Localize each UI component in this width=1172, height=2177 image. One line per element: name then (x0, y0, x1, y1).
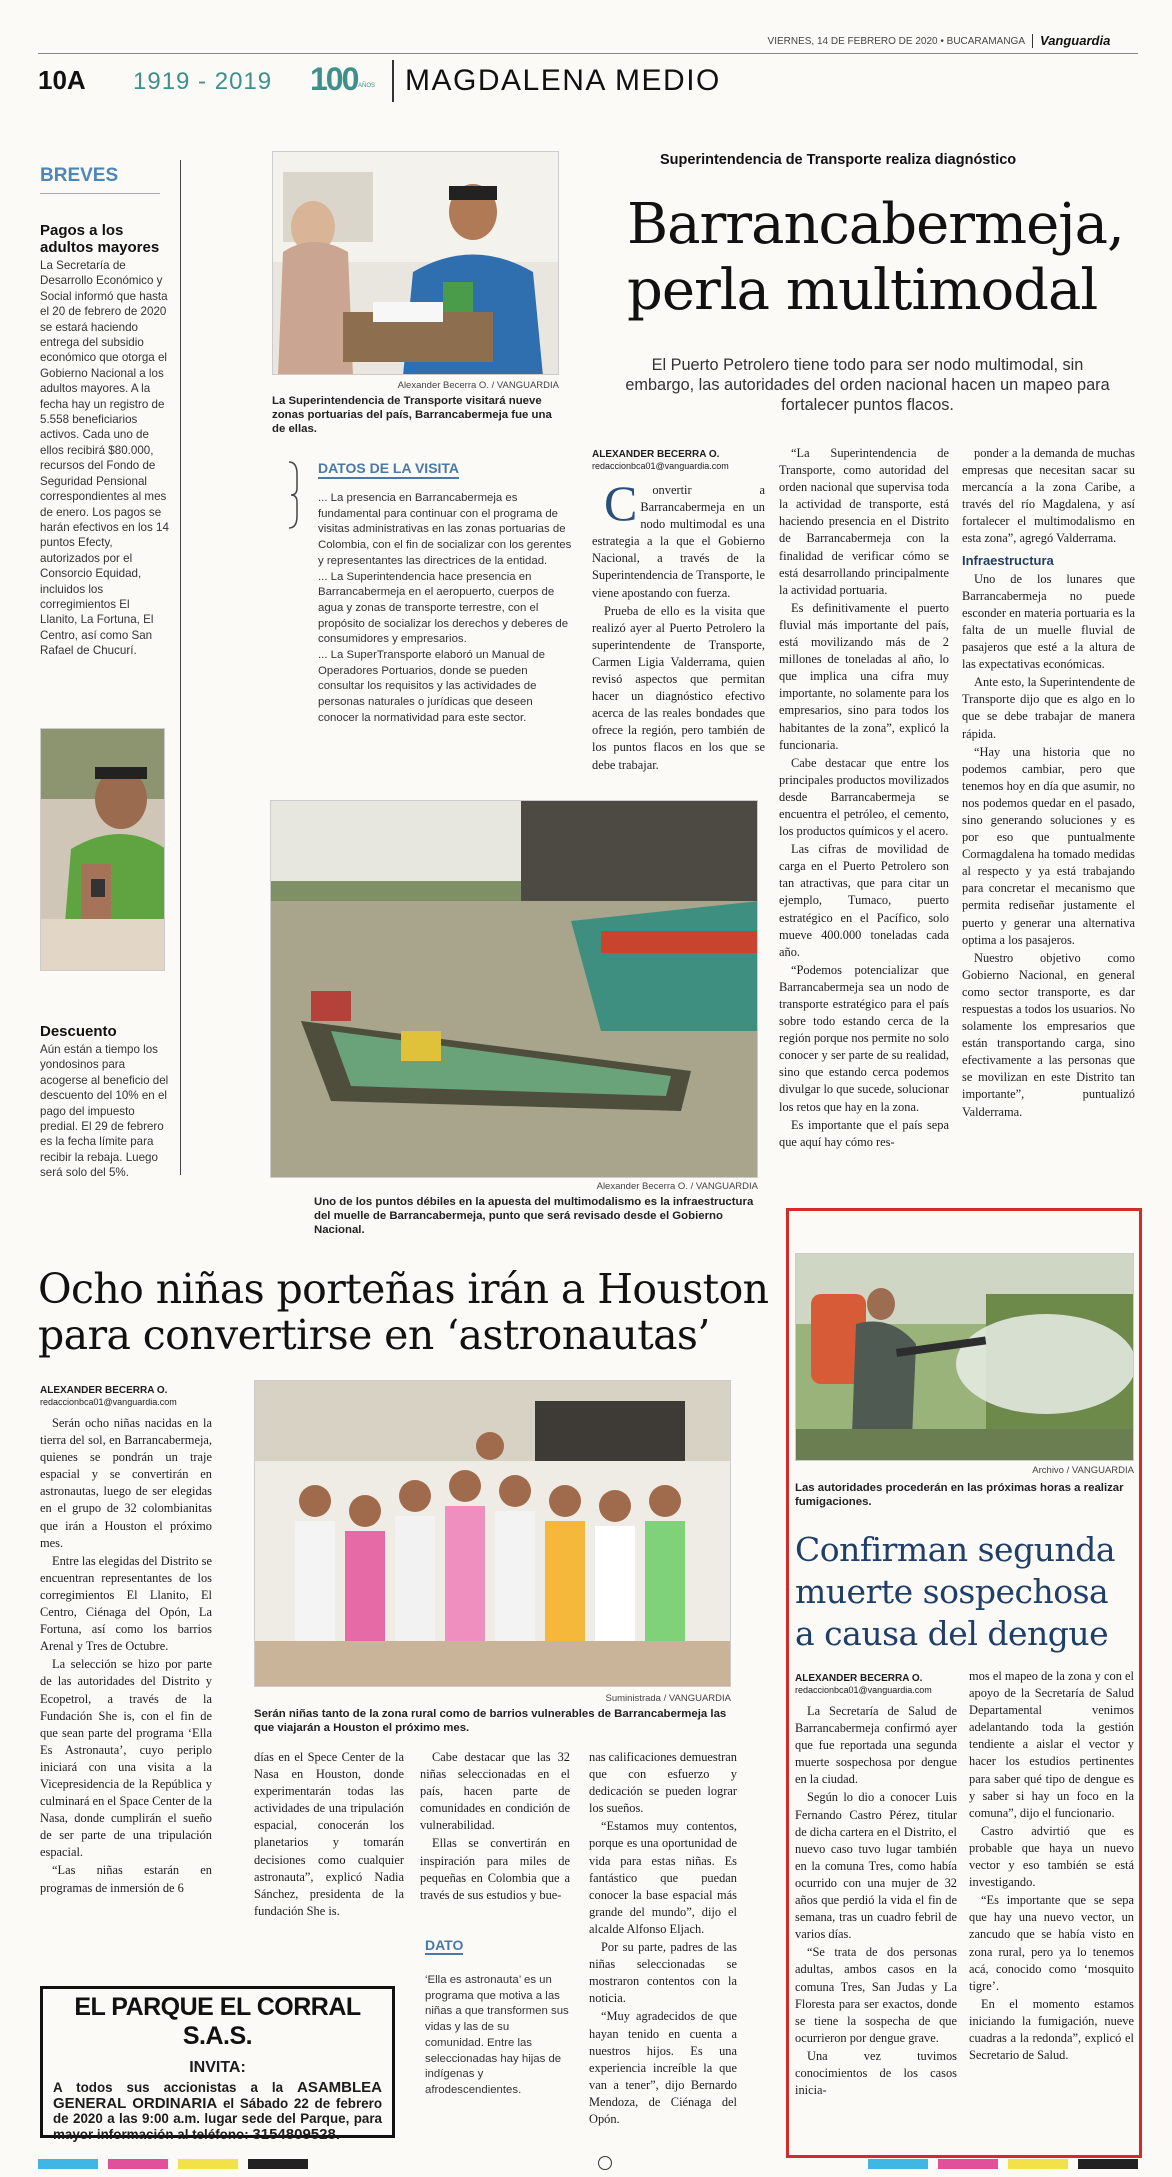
dateline-divider (1032, 34, 1033, 48)
header-rule (38, 53, 1138, 54)
dengue-byline (795, 1673, 960, 1696)
breves-label: BREVES (40, 165, 119, 186)
main-col3-p3: Ante esto, la Superintendente de Transporte dijo que es algo en lo que se debe trabajar de manera rápida. (962, 675, 1135, 741)
dengue-col1-p2: Según lo dio a conocer Luis Fernando Castro Pérez, titular de dicha cartera en el Distrito, el nuevo caso tuvo lugar también en la comuna Tres, como había ocurrido con una mujer de 32 años que perdió la vida el fin de semana, tras un cuadro febril de varios días. (795, 1790, 957, 1942)
ad-text-2: el Sábado 22 de febrero de 2020 a las 9:00 a.m. lugar sede del Parque, para mayor información al teléfono: (53, 2095, 382, 2142)
dengue-headline (795, 1529, 1135, 1655)
houston-headline-line1: Ocho niñas porteñas irán a Houston (38, 1265, 769, 1313)
dengue-headline-line3: a causa del dengue (795, 1614, 1109, 1653)
main-col3-p2: Uno de los lunares que Barrancabermeja no puede esconder en materia portuaria es la falta de un muelle fluvial de pasajeros que esté a la altura de las expectativas económicas. (962, 571, 1135, 672)
breve-descuento-text: Aún están a tiempo los yondosinos para acogerse al beneficio del descuento del 10% en el pago del impuesto predial. El 29 de febrero es la fecha límite para recibir la rebaja. Luego será solo del 5%. (40, 1043, 169, 1180)
datos-bracket (287, 460, 299, 530)
datos-p3: ... La SuperTransporte elaboró un Manual de Operadores Portuarios, donde se pueden consultar los requisitos y las actividades de personas naturales o jurídicas que deseen conocer la normatividad para este sector. (318, 649, 545, 724)
houston-col4-p2: “Estamos muy contentos, porque es una oportunidad de vida para estas niñas. Es fantástico que puedan conocer la base espacial más grande del mundo”, dijo el alcalde Alfonso Eljach. (589, 1819, 737, 1936)
breves-vertical-rule (180, 160, 181, 1175)
section-title: MAGDALENA MEDIO (405, 64, 721, 97)
dengue-col2-p3: “Es importante que se sepa que hay una nuevo vector, un zancudo que se había visto en zona rural, pero ya lo tenemos acá, conocido como ‘mosquito tigre’. (969, 1893, 1134, 1993)
dateline: VIERNES, 14 DE FEBRERO DE 2020 • BUCARAMANGA (767, 36, 1025, 47)
houston-col1-p1: Serán ocho niñas nacidas en la tierra del sol, en Barrancabermeja, quienes se pondrán un traje espacial y se convertirán en astronautas, luego de ser elegidas en el grupo de 32 colombianitas que irán a Houston el próximo mes. (40, 1416, 212, 1550)
photo-girls-astronauts (254, 1380, 731, 1687)
photo1-caption: La Superintendencia de Transporte visitará nueve zonas portuarias del país, Barrancabermeja fue una de ellas. (272, 395, 552, 435)
houston-col1-p4: “Las niñas estarán en programas de inmersión de 6 (40, 1863, 212, 1895)
datos-p1: ... La presencia en Barrancabermeja es fundamental para continuar con el programa de visitas administrativas en las zonas portuarias de Colombia, con el fin de socializar con los gerentes y representantes las directrices de la entidad. (318, 492, 572, 567)
dengue-col2 (969, 1668, 1134, 2150)
main-col3-p5: Nuestro objetivo como Gobierno Nacional, en general como sector transporte, es dar respuestas a todos los usuarios. No solamente los empresarios que están transportando carga, sino efectivamente a las personas que se movilizan en este Distrito tan importante”, puntualizó Valderrama. (962, 950, 1135, 1119)
dengue-col1-p1: La Secretaría de Salud de Barrancabermeja confirmó ayer que fue reportada una segunda muerte sospechosa por dengue en la ciudad. (795, 1704, 957, 1787)
main-col1-p2: Prueba de ello es la visita que realizó ayer al Puerto Petrolero la superintendente de Transporte, Carmen Ligia Valderrama, quien revisó aspectos que permitan hacer un diagnóstico efectivo acerca de las reales bondades que ofrece la región, pero también de los puntos flacos en los que se debe trabajar. (592, 603, 765, 772)
dengue-author: ALEXANDER BECERRA O. (795, 1673, 923, 1684)
dato-label: DATO (425, 1937, 464, 1953)
meeting-illustration (273, 152, 559, 375)
anniversary-logo (310, 61, 378, 99)
main-author: ALEXANDER BECERRA O. (592, 449, 720, 460)
houston-photo-caption: Serán niñas tanto de la zona rural como de barrios vulnerables de Barrancabermeja las que viajarán a Houston el próximo mes. (254, 1708, 727, 1734)
section-divider (392, 60, 394, 102)
dengue-col1 (795, 1703, 957, 2150)
dengue-headline-line1: Confirman segunda (795, 1530, 1116, 1569)
breve-pagos-title: Pagos a los adultos mayores (40, 222, 160, 256)
houston-col3-p1: Cabe destacar que las 32 niñas seleccionadas en el país, hacen parte de comunidades en condición de vulnerabilidad. (420, 1750, 570, 1833)
dengue-headline-line2: muerte sospechosa (795, 1572, 1109, 1611)
boats-illustration (271, 801, 758, 1178)
girls-illustration (255, 1381, 731, 1687)
ad-invite-label: INVITA: (189, 2059, 246, 2076)
houston-col2-p1: días en el Spece Center de la Nasa en Houston, donde experimentarán todas las actividades de una tripulación espacial, conocerán los planetarios y tomarán decisiones como cualquier astronauta”, explicó Nadia Sánchez, presidenta de la fundación She is. (254, 1750, 404, 1918)
houston-col4-p3: Por su parte, padres de las niñas seleccionadas se mostraron contentos con la noticia. (589, 1940, 737, 2006)
houston-headline (38, 1266, 778, 1358)
houston-col4-p4: “Muy agradecidos de que hayan tenido en cuenta a nuestros hijos. Es una experiencia increíble la que van a tener”, dijo Bernardo Mendoza, de Ciénaga del Opón. (589, 2009, 737, 2126)
photo-boats-pier (270, 800, 758, 1178)
main-col3-p4: “Hay una historia que no podemos cambiar, pero que tenemos hoy en día que asumir, no nos podemos quedar en el pasado, sino generando soluciones y es por eso que puntualmente Cormagdalena ha tomado medidas al respecto y ya está trabajando para concretar el mecanismo que permita rediseñar justamente el puerto y generar una alternativa optima a los pasajeros. (962, 744, 1135, 947)
logo-number: 100 (310, 61, 358, 97)
main-col2 (779, 445, 949, 1231)
ad-title: EL PARQUE EL CORRAL S.A.S. (74, 1993, 361, 2050)
houston-col1 (40, 1415, 212, 1940)
kicker: Superintendencia de Transporte realiza diagnóstico (660, 152, 1017, 168)
main-headline-line1: Barrancabermeja, (627, 192, 1124, 257)
main-col3 (962, 445, 1135, 1231)
main-col2-p1: “La Superintendencia de Transporte, como autoridad del orden nacional que supervisa toda la actividad de transporte, está haciendo presencia en el Distrito de Barrancabermeja con la finalidad de verificar cómo se está desarrollando principalmente la actividad portuaria. (779, 446, 949, 597)
brand-name: Vanguardia (1040, 33, 1111, 48)
main-deck: El Puerto Petrolero tiene todo para ser nodo multimodal, sin embargo, las autoridades del orden nacional hacen un mapeo para fortalecer puntos flacos. (625, 356, 1110, 414)
houston-col2 (254, 1749, 404, 1919)
main-col3-p1: ponder a la demanda de muchas empresas que necesitan sacar su mercancía a la zona Caribe, a través del río Magdalena, y así fortalecer el multimodalismo en esta zona”, agregó Valderrama. (962, 446, 1135, 546)
photo-fumigation (795, 1253, 1134, 1461)
print-registration-bar (38, 2159, 1138, 2169)
breve-pagos (40, 222, 170, 659)
dengue-col2-p1: mos el mapeo de la zona y con el apoyo de la Secretaría de Salud Departamental venimos adelantando toda la gestión tendiente a aislar el vector y hacer los estudios pertinentes para saber qué tipo de dengue es y saber si hay un foco en la comuna”, dijo el funcionario. (969, 1669, 1134, 1820)
dengue-photo-credit: Archivo / VANGUARDIA (1032, 1465, 1134, 1476)
breve-descuento (40, 1023, 170, 1181)
dengue-photo-caption: Las autoridades procederán en las próximas horas a realizar fumigaciones. (795, 1482, 1124, 1508)
breve-pagos-text: La Secretaría de Desarrollo Económico y Social informó que hasta el 20 de febrero de 2020 se estará haciendo entrega del subsidio económico que otorga el Gobierno Nacional a los adultos mayores. A la fecha hay un registro de 5.558 beneficiarios activos. Cada uno de ellos recibirá $80.000, recursos del Fondo de Seguridad Pensional correspondientes al mes de enero. Los pagos se harán efectivos en los 14 puntos Efecty, autorizados por el Consorcio Equidad, incluidos los corregimientos El Llanito, La Fortuna, El Centro, así como San Rafael de Chucurí. (40, 259, 169, 658)
photo-adult-man (40, 728, 165, 971)
main-col2-p4: Las cifras de movilidad de carga en el Puerto Petrolero son tan atractivas, que para citar un ejemplo, Tumaco, puerto estratégico en el Pacífico, solo mueve 400.000 toneladas cada año. (779, 842, 949, 959)
dengue-col1-p3: “Se trata de dos personas adultas, ambos casos en la comuna Tres, San Judas y La Floresta para ser exactos, donde se tiene la sospecha de que ocurrieron por dengue grave. (795, 1945, 957, 2045)
photo2-credit: Alexander Becerra O. / VANGUARDIA (596, 1181, 758, 1192)
ad-box (40, 1986, 395, 2143)
anniversary-years: 1919 - 2019 (133, 68, 273, 95)
dengue-email: redaccionbca01@vanguardia.com (795, 1685, 932, 1695)
houston-photo-credit: Suministrada / VANGUARDIA (605, 1693, 731, 1704)
houston-email: redaccionbca01@vanguardia.com (40, 1397, 177, 1407)
ad-text-bold: ASAMBLEA GENERAL ORDINARIA (53, 2079, 382, 2112)
ad-body (53, 2080, 382, 2142)
main-col2-p2: Es definitivamente el puerto fluvial más importante del país, está movilizando más de 2 millones de toneladas al año, lo que implica una cifra muy importante, no solamente para los empresarios, sino para todos los habitantes de la zona”, explicó la funcionaria. (779, 600, 949, 752)
fumigation-illustration (796, 1254, 1134, 1461)
dengue-col1-p4: Una vez tuvimos conocimientos de los casos inicia- (795, 2048, 957, 2098)
main-headline-line2: perla multimodal (627, 258, 1098, 323)
main-email: redaccionbca01@vanguardia.com (592, 461, 729, 471)
main-col2-p5: “Podemos potencializar que Barrancabermeja sea un nodo de transporte estratégico para el país sobre todo estando cerca de la región porque nos permite no solo conocer y ser parte de su realidad, sino que estando cerca podemos divulgar lo que sucede, solucionar los retos que hay en la zona. (779, 962, 949, 1114)
houston-headline-line2: para convertirse en ‘astronautas’ (38, 1311, 710, 1359)
breves-rule (40, 193, 160, 194)
main-col2-p3: Cabe destacar que entre los principales productos movilizados desde Barrancabermeja se encuentra el petróleo, el cemento, los productos químicos y el acero. (779, 755, 949, 839)
houston-col1-p3: La selección se hizo por parte de las autoridades del Distrito y Ecopetrol, a través de la Fundación She is, con el fin de que sean parte del programa ‘Ella Es Astronauta’, cuyo periplo iniciará con una visita a la Vicepresidencia de la República y culminará en el Space Center de la Nasa, donde cumplirán el sueño de ser parte de una tripulación espacial. (40, 1657, 212, 1860)
main-col2-p6: Es importante que el país sepa que aquí hay cómo res- (779, 1117, 949, 1149)
main-col1 (592, 482, 765, 792)
houston-byline (40, 1385, 210, 1408)
ad-phone: 3154809528. (252, 2125, 340, 2143)
photo1-credit: Alexander Becerra O. / VANGUARDIA (397, 380, 559, 391)
houston-col1-p2: Entre las elegidas del Distrito se encuentran representantes de los corregimientos El Llanito, El Centro, Ciénaga del Opón, La Fortuna, así como los barrios Arenal y Tres de Octubre. (40, 1553, 212, 1654)
datos-p2: ... La Superintendencia hace presencia en Barrancabermeja en el aeropuerto, cuerpos de agua y zonas de transporte terrestre, con el propósito de socializar los derechos y deberes de consumidores y empresarios. (318, 570, 569, 646)
houston-author: ALEXANDER BECERRA O. (40, 1385, 168, 1396)
houston-col4 (589, 1749, 737, 2144)
breve-descuento-title: Descuento (40, 1023, 117, 1040)
page-number: 10A (38, 65, 86, 95)
photo2-caption: Uno de los puntos débiles en la apuesta del multimodalismo es la infraestructura del muelle de Barrancabermeja, punto que será revisado desde el Gobierno Nacional. (314, 1196, 754, 1236)
datos-label: DATOS DE LA VISITA (318, 460, 459, 479)
dato-text: ‘Ella es astronauta’ es un programa que motiva a las niñas a que transformen sus vidas y las de su comunidad. Entre las seleccionadas hay hijas de indígenas y afrodescendientes. (425, 1974, 569, 2096)
logo-sub: AÑOS (358, 83, 376, 89)
houston-col3-p2: Ellas se convertirán en inspiración para miles de pequeñas en Colombia que a través de sus estudios y bue- (420, 1836, 570, 1902)
houston-col4-p1: nas calificaciones demuestran que con esfuerzo y dedicación se pueden lograr los sueños. (589, 1750, 737, 1816)
man-illustration (41, 729, 165, 971)
main-col3-subhead: Infraestructura (962, 552, 1054, 568)
photo-superintendent-meeting (272, 151, 559, 375)
main-headline (627, 192, 1137, 324)
houston-col3 (420, 1749, 570, 1919)
main-col1-p1: Convertir a Barrancabermeja en un nodo multimodal es una estrategia a la que el Gobierno Nacional, a través de la Superintendencia de Transporte, le viene apostando con fuerza. (592, 482, 765, 600)
datos-box (318, 491, 573, 727)
main-byline (592, 449, 762, 472)
dengue-col2-p2: Castro advirtió que es probable que haya un nuevo vector y eso también se está investigando. (969, 1823, 1134, 1890)
ad-text-1: A todos sus accionistas a la (53, 2080, 297, 2095)
dengue-col2-p4: En el momento estamos iniciando la fumigación, nueve cuadras a la redonda”, explicó el Secretario de Salud. (969, 1996, 1134, 2063)
